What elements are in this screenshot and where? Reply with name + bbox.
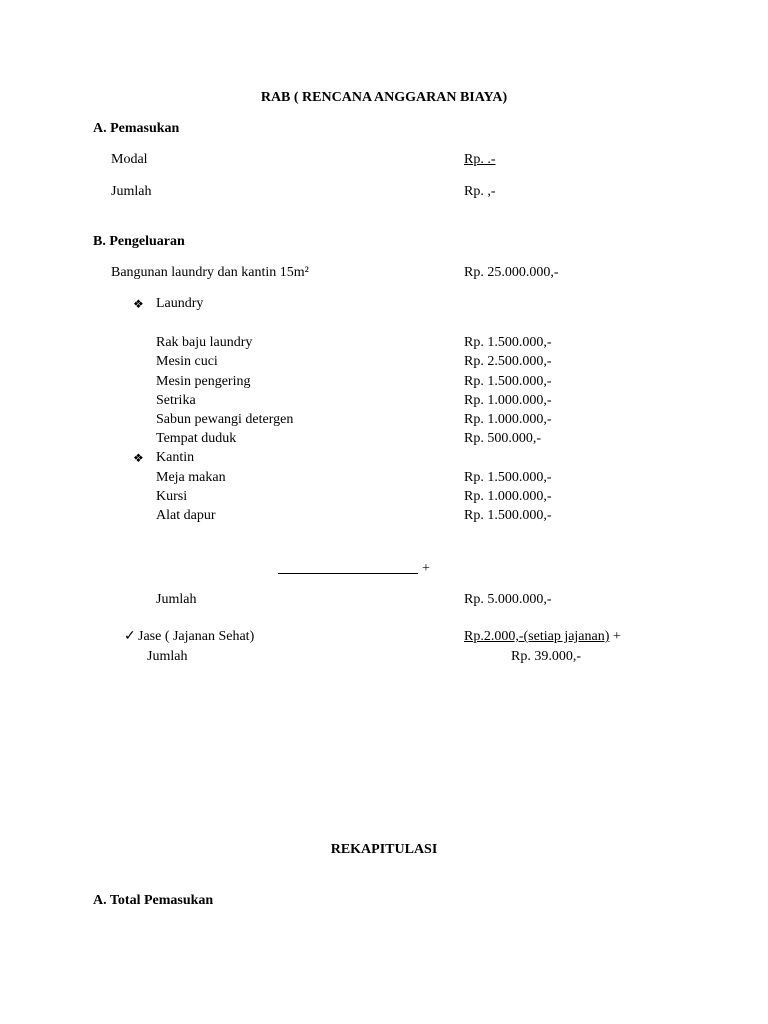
jase-jumlah-amount: Rp. 39.000,- (511, 649, 581, 664)
sum-line (278, 573, 418, 574)
list-item-amount: Rp. 1.500.000,- (464, 374, 552, 389)
list-item-label: Rak baju laundry (156, 335, 253, 350)
document-title: RAB ( RENCANA ANGGARAN BIAYA) (260, 90, 508, 105)
list-item-label: Tempat duduk (156, 431, 237, 446)
list-item-label: Sabun pewangi detergen (156, 412, 294, 427)
list-item-amount: Rp. 1.500.000,- (464, 470, 552, 485)
list-item-amount: Rp. 500.000,- (464, 431, 541, 446)
rekapitulasi-title: REKAPITULASI (330, 842, 438, 857)
list-item-amount: Rp. 1.000.000,- (464, 489, 552, 504)
diamond-bullet-icon: ❖ (133, 451, 144, 465)
bangunan-amount: Rp. 25.000.000,- (464, 265, 559, 280)
jase-label: Jase ( Jajanan Sehat) (138, 629, 255, 644)
list-item-label: Alat dapur (156, 508, 216, 523)
list-item-amount: Rp. 1.500.000,- (464, 335, 552, 350)
list-item-label: Mesin cuci (156, 354, 218, 369)
jase-amount: Rp.2.000,-(setiap jajanan) (464, 629, 610, 644)
pengeluaran-jumlah-amount: Rp. 5.000.000,- (464, 592, 552, 607)
section-heading-pemasukan: A. Pemasukan (93, 121, 180, 136)
jase-plus-sign: + (612, 629, 621, 644)
list-item-label: Mesin pengering (156, 374, 251, 389)
pengeluaran-jumlah-label: Jumlah (156, 592, 197, 607)
checkmark-icon: ✓ (124, 629, 136, 644)
pemasukan-jumlah-amount: Rp. ,- (464, 184, 496, 199)
list-item-label: Meja makan (156, 470, 226, 485)
modal-amount: Rp. .- (464, 152, 496, 167)
total-pemasukan-heading: A. Total Pemasukan (93, 893, 214, 908)
list-item-amount: Rp. 2.500.000,- (464, 354, 552, 369)
list-item-amount: Rp. 1.000.000,- (464, 393, 552, 408)
list-item-amount: Rp. 1.000.000,- (464, 412, 552, 427)
sum-plus-sign: + (422, 561, 430, 576)
diamond-bullet-icon: ❖ (133, 297, 144, 311)
kantin-heading: Kantin (156, 450, 195, 465)
list-item-amount: Rp. 1.500.000,- (464, 508, 552, 523)
modal-label: Modal (111, 152, 148, 167)
list-item-label: Kursi (156, 489, 188, 504)
bangunan-label: Bangunan laundry dan kantin 15m² (111, 265, 309, 280)
jase-amount-line (464, 630, 621, 644)
laundry-heading: Laundry (156, 296, 204, 311)
pemasukan-jumlah-label: Jumlah (111, 184, 152, 199)
list-item-label: Setrika (156, 393, 196, 408)
jase-jumlah-label: Jumlah (147, 649, 188, 664)
section-heading-pengeluaran: B. Pengeluaran (93, 234, 185, 249)
